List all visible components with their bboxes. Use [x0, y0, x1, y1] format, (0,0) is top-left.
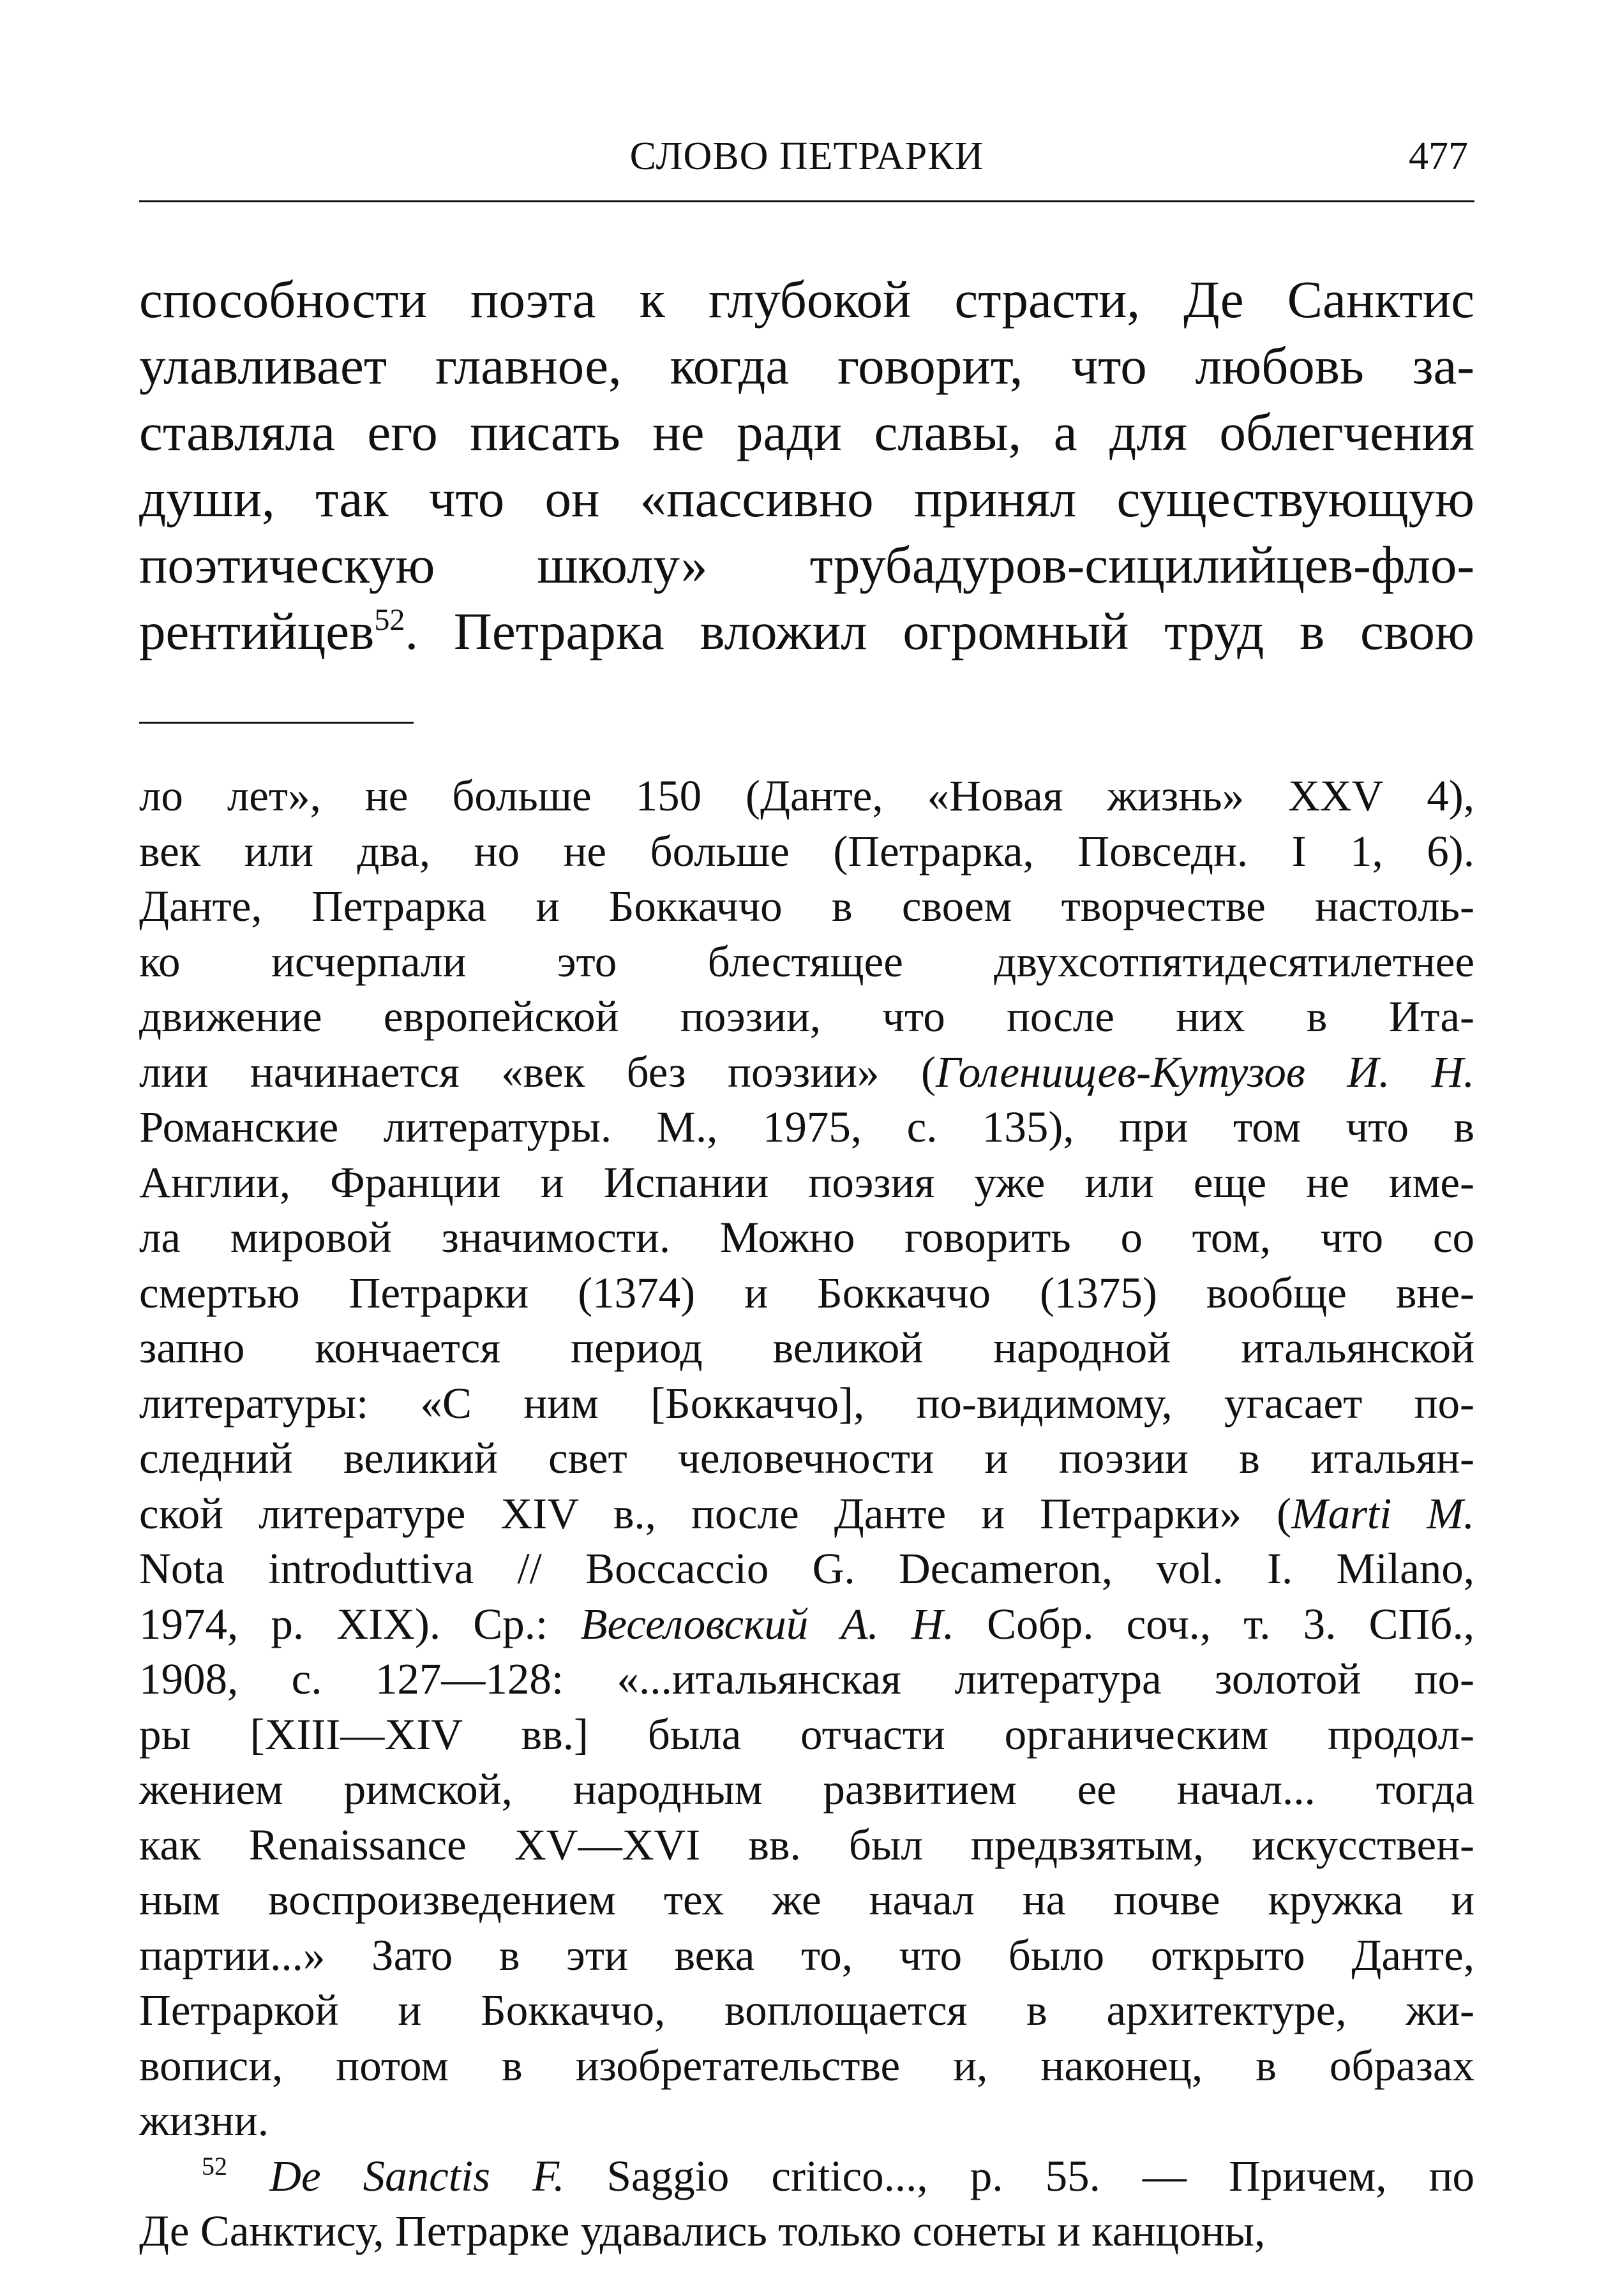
text-line: способности поэта к глубокой страсти, Де Санктис — [139, 270, 1474, 329]
text-fragment: . Петрарка вложил огромный труд в свою — [405, 602, 1474, 660]
author-name: Marti M. — [1291, 1489, 1474, 1538]
text-line: души, так что он «пассивно принял существующую — [139, 469, 1474, 528]
footnote-line: ры [XIII—XIV вв.] была отчасти органическим продол- — [139, 1710, 1474, 1759]
footnote-line: Де Санктису, Петрарке удавались только сонеты и канцоны, — [139, 2207, 1266, 2255]
text-line: поэтическую школу» трубадуров-сицилийцев-фло- — [139, 535, 1474, 594]
footnote-line: партии...» Зато в эти века то, что было открыто Данте, — [139, 1930, 1474, 1979]
footnote-line: ным воспроизведением тех же начал на почве кружка и — [139, 1875, 1474, 1924]
footnote-line — [139, 1486, 1474, 1542]
footnote-line: как Renaissance XV—XVI вв. был предвзятым, искусствен- — [139, 1820, 1474, 1869]
footnote-line: ко исчерпали это блестящее двухсотпятидесятилетнее — [139, 937, 1474, 986]
footnote-line: Данте, Петрарка и Боккаччо в своем творчестве настоль- — [139, 882, 1474, 930]
footnote-line — [139, 1045, 1474, 1100]
footnote-line: следний великий свет человечности и поэзии в итальян- — [139, 1434, 1474, 1482]
text-fragment: рентийцев — [139, 602, 375, 660]
footnote-line: Nota introduttiva // Boccaccio G. Decameron, vol. I. Milano, — [139, 1544, 1474, 1593]
main-text — [139, 266, 1474, 664]
footnote-line: запно кончается период великой народной итальянской — [139, 1323, 1474, 1372]
text-line: улавливает главное, когда говорит, что любовь за- — [139, 336, 1474, 395]
footnote-ref-52: 52 — [374, 603, 405, 637]
text-fragment: Собр. соч., т. 3. СПб., — [954, 1599, 1474, 1648]
text-fragment: 1974, p. XIX). Ср.: — [139, 1599, 581, 1648]
footnote-line: ла мировой значимости. Можно говорить о том, что со — [139, 1213, 1474, 1262]
running-head — [139, 121, 1474, 191]
header-rule — [139, 200, 1474, 202]
footnote-line: движение европейской поэзии, что после них в Ита- — [139, 992, 1474, 1041]
footnote-number: 52 — [202, 2151, 228, 2180]
text-fragment: Saggio critico..., p. 55. — Причем, по — [564, 2151, 1474, 2200]
footnote-line: Петраркой и Боккаччо, воплощается в архитектуре, жи- — [139, 1986, 1474, 2034]
page-number: 477 — [1409, 135, 1468, 178]
book-page — [139, 121, 1474, 2259]
footnote-line: 1908, с. 127—128: «...итальянская литература золотой по- — [139, 1655, 1474, 1703]
text-fragment: ской литературе XIV в., после Данте и Петрарки» ( — [139, 1489, 1292, 1538]
footnote-separator — [139, 722, 414, 724]
text-line — [139, 598, 1474, 664]
footnote-line: литературы: «С ним [Боккаччо], по-видимому, угасает по- — [139, 1378, 1474, 1428]
author-name: Голенищев-Кутузов И. Н. — [936, 1047, 1474, 1096]
footnote-line: Романские литературы. М., 1975, с. 135), при том что в — [139, 1103, 1474, 1151]
author-name: De Sanctis F. — [269, 2151, 565, 2200]
text-line: ставляла его писать не ради славы, а для облегчения — [139, 403, 1474, 461]
footnote-line — [139, 1597, 1474, 1652]
footnote-line: смертью Петрарки (1374) и Боккаччо (1375) вообще вне- — [139, 1268, 1474, 1317]
footnote-line: вописи, потом в изобретательстве и, наконец, в образах — [139, 2041, 1474, 2090]
footnote-52 — [139, 2149, 1474, 2204]
footnote-line: Англии, Франции и Испании поэзия уже или еще не име- — [139, 1158, 1474, 1207]
footnotes — [139, 768, 1474, 2259]
footnote-line: жением римской, народным развитием ее начал... тогда — [139, 1765, 1474, 1814]
running-title: СЛОВО ПЕТРАРКИ — [629, 135, 984, 178]
footnote-line: жизни. — [139, 2096, 269, 2145]
text-fragment: лии начинается «век без поэзии» ( — [139, 1047, 936, 1096]
author-name: Веселовский А. Н. — [580, 1599, 954, 1648]
footnote-line: ло лет», не больше 150 (Данте, «Новая жизнь» XXV 4), — [139, 772, 1474, 820]
footnote-line: век или два, но не больше (Петрарка, Повседн. I 1, 6). — [139, 826, 1474, 876]
